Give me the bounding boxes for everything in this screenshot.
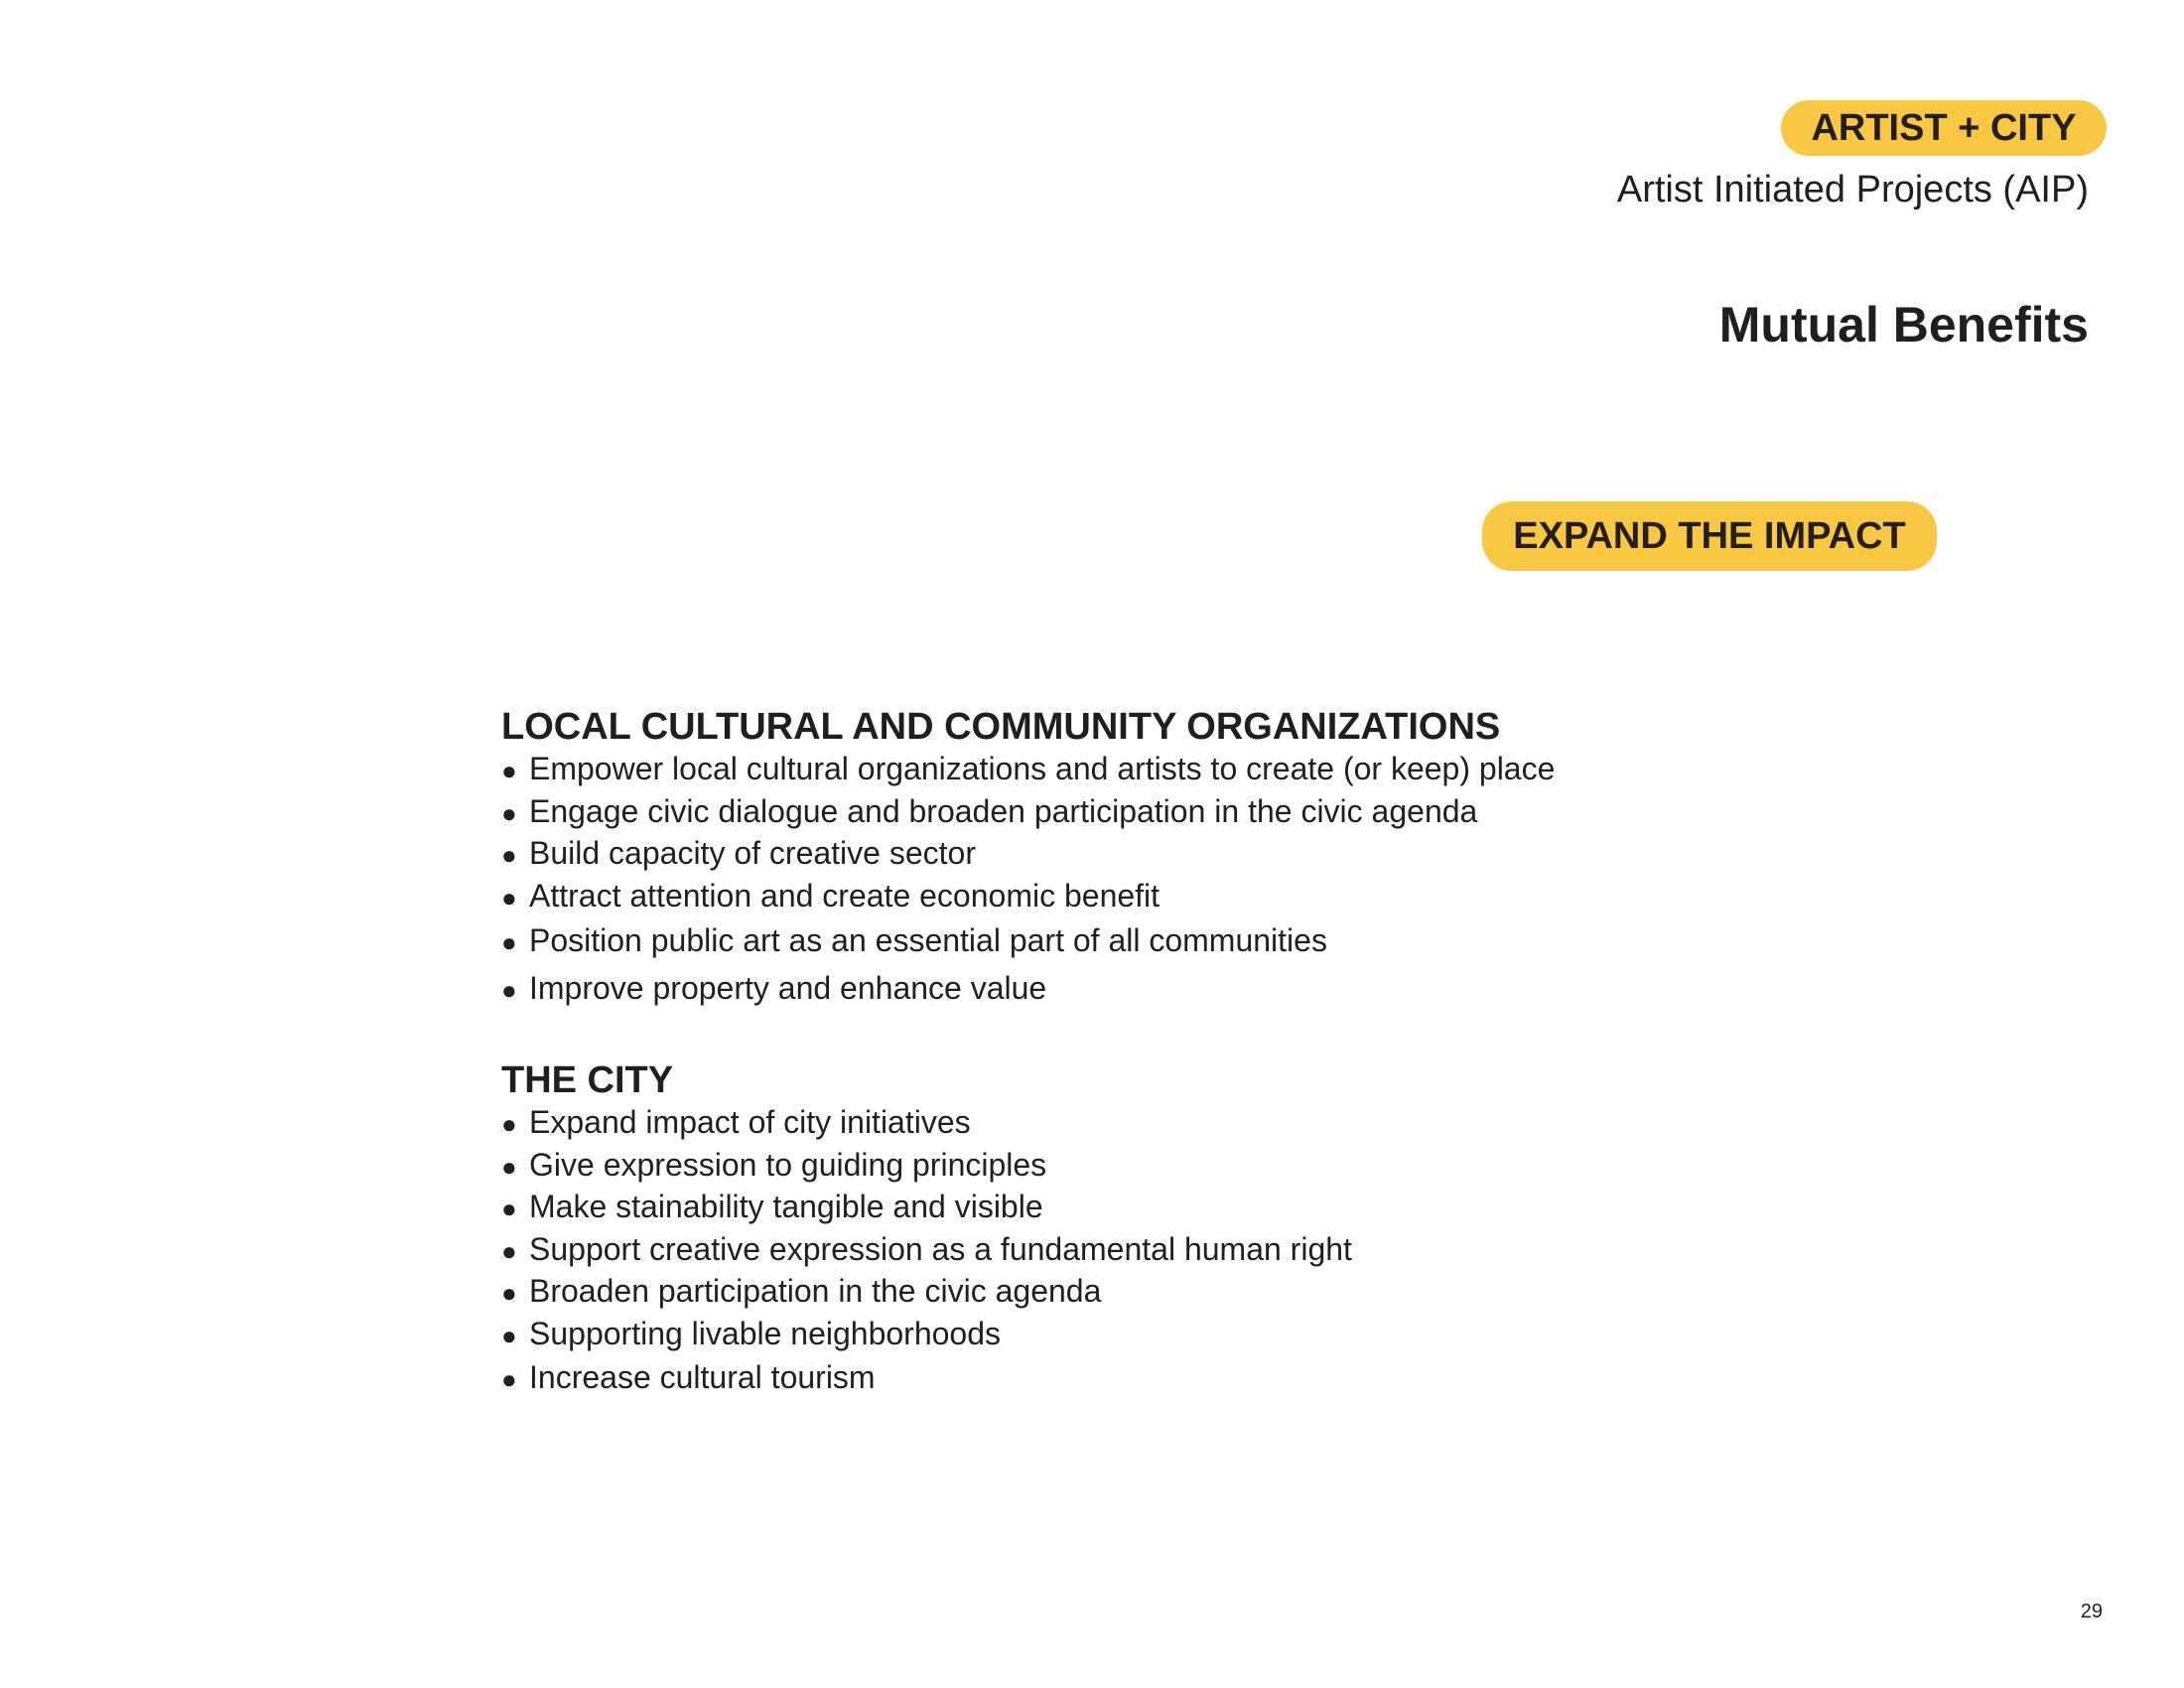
benefit-group-city xyxy=(501,1058,1693,1401)
impact-badge: EXPAND THE IMPACT xyxy=(1482,501,1937,571)
list-item: ● Supporting livable neighborhoods xyxy=(501,1314,1693,1356)
list-item: ● Increase cultural tourism xyxy=(501,1355,1693,1401)
list-item: ● Attract attention and create economic benefit xyxy=(501,876,1693,918)
page-number: 29 xyxy=(2080,1601,2103,1622)
list-item: ● Empower local cultural organizations and artists to create (or keep) place xyxy=(501,749,1693,791)
list-item: ● Engage civic dialogue and broaden participation in the civic agenda xyxy=(501,791,1693,834)
list-item: ● Position public art as an essential part of all communities xyxy=(501,917,1693,965)
list-item: ● Improve property and enhance value xyxy=(501,965,1693,1013)
list-item: ● Give expression to guiding principles xyxy=(501,1145,1693,1188)
section-badge: ARTIST + CITY xyxy=(1781,100,2107,156)
list-item: ● Expand impact of city initiatives xyxy=(501,1102,1693,1145)
group-heading: THE CITY xyxy=(501,1059,674,1101)
benefit-group-organizations xyxy=(501,705,1693,1013)
benefit-list xyxy=(501,1102,1693,1401)
list-item: ● Build capacity of creative sector xyxy=(501,833,1693,876)
list-item: ● Broaden participation in the civic agenda xyxy=(501,1271,1693,1314)
benefit-list xyxy=(501,749,1693,1013)
group-heading: LOCAL CULTURAL AND COMMUNITY ORGANIZATIONS xyxy=(501,706,1501,748)
page-title: Mutual Benefits xyxy=(1718,297,2089,352)
list-item: ● Make stainability tangible and visible xyxy=(501,1187,1693,1229)
list-item: ● Support creative expression as a fundamental human right xyxy=(501,1229,1693,1272)
page-subtitle: Artist Initiated Projects (AIP) xyxy=(1616,169,2089,211)
